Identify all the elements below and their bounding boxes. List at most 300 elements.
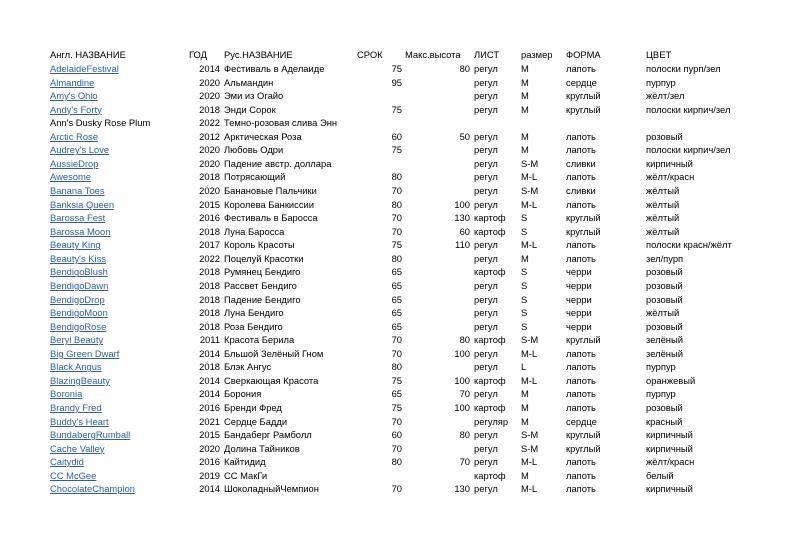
color-cell: полоски кирпич/зел [646, 103, 731, 115]
term-cell: 80 [391, 252, 402, 264]
shape-cell: сердце [566, 415, 597, 427]
term-cell: 60 [391, 130, 402, 142]
variety-link[interactable]: Banana Toes [50, 185, 105, 197]
shape-cell: лапоть [566, 469, 596, 481]
max-height-cell: 80 [459, 334, 470, 346]
russian-name-cell: Фестиваль в Аделаиде [224, 63, 325, 74]
term-cell: 65 [391, 266, 402, 278]
table-row [0, 293, 807, 307]
russian-name-cell: ШоколадныйЧемпион [224, 483, 319, 495]
color-cell: красный [646, 415, 683, 427]
russian-name-cell: Альмандин [224, 76, 274, 88]
table-row [0, 143, 807, 157]
shape-cell: лапоть [566, 171, 596, 183]
color-cell: кирпичный [646, 429, 693, 441]
size-cell: M [521, 103, 529, 115]
size-cell: S [521, 307, 528, 319]
shape-cell: круглый [566, 225, 601, 237]
variety-link[interactable]: Banksia Queen [50, 198, 115, 210]
leaf-cell: регул [474, 293, 498, 305]
size-cell: S [521, 279, 528, 291]
term-cell: 75 [391, 239, 402, 251]
color-cell: кирпичный [646, 442, 693, 454]
russian-name-cell: Любовь Одри [224, 144, 284, 156]
variety-link[interactable]: Caitydid [50, 456, 84, 468]
size-cell: M-L [521, 483, 538, 495]
max-height-cell: 110 [455, 239, 470, 251]
year-cell: 2021 [199, 415, 220, 427]
term-cell: 70 [391, 212, 402, 224]
shape-cell: лапоть [566, 198, 596, 210]
color-cell: жёлтый [646, 212, 680, 224]
year-cell: 2015 [199, 198, 220, 210]
russian-name-cell: Потрясающий [224, 171, 286, 183]
table-row [0, 89, 807, 103]
variety-link[interactable]: BendigoDrop [50, 293, 105, 305]
size-cell: M-L [521, 171, 538, 183]
table-row [0, 238, 807, 252]
leaf-cell: регул [474, 130, 498, 142]
russian-name-cell: Королева Банкиссии [224, 198, 315, 210]
term-cell: 75 [391, 144, 402, 156]
year-cell: 2020 [199, 442, 220, 454]
leaf-cell: картоф [474, 402, 506, 413]
variety-link[interactable]: Awesome [50, 171, 91, 183]
variety-link[interactable]: BlazingBeauty [50, 374, 110, 386]
table-row [0, 401, 807, 415]
russian-name-cell: Роза Бендиго [224, 320, 283, 332]
year-cell: 2016 [199, 212, 220, 224]
term-cell: 70 [391, 347, 402, 359]
size-cell: S [521, 320, 528, 332]
table-row [0, 387, 807, 401]
table-row [0, 116, 807, 130]
color-cell: оранжевый [646, 374, 696, 386]
russian-name-cell: Румянец Бендиго [224, 266, 301, 278]
term-cell: 75 [391, 63, 402, 74]
size-cell: S [521, 212, 528, 224]
color-cell: зел/пурп [646, 252, 684, 264]
max-height-cell: 80 [459, 63, 470, 74]
year-cell: 2022 [199, 252, 220, 264]
leaf-cell: регул [474, 347, 498, 359]
table-row [0, 76, 807, 90]
variety-link[interactable]: Buddy's Heart [50, 415, 109, 427]
max-height-cell: 100 [454, 198, 470, 210]
year-cell: 2015 [199, 429, 220, 441]
shape-cell: черри [566, 320, 592, 332]
variety-link[interactable]: BendigoRose [50, 320, 107, 332]
russian-name-cell: Банановые Пальчики [224, 185, 317, 197]
leaf-cell: регул [474, 76, 498, 88]
shape-cell: лапоть [566, 402, 596, 413]
color-cell: розовый [646, 279, 683, 291]
term-cell: 70 [391, 415, 402, 427]
shape-cell: черри [566, 266, 592, 278]
leaf-cell: регул [474, 388, 498, 400]
shape-cell: черри [566, 279, 592, 291]
shape-cell: черри [566, 293, 592, 305]
size-cell: M [521, 63, 529, 74]
color-cell: пурпур [646, 388, 676, 400]
shape-cell: лапоть [566, 252, 596, 264]
term-cell: 80 [391, 198, 402, 210]
variety-link[interactable]: Brandy Fred [50, 402, 102, 413]
color-cell: зелёный [646, 347, 683, 359]
max-height-cell: 100 [454, 402, 470, 413]
size-cell: M-L [521, 347, 538, 359]
color-cell: полоски пурп/зел [646, 63, 721, 74]
term-cell: 75 [391, 103, 402, 115]
color-cell: белый [646, 469, 674, 481]
leaf-cell: регул [474, 320, 498, 332]
table-row [0, 469, 807, 483]
size-cell: M [521, 252, 529, 264]
size-cell: M-L [521, 239, 538, 251]
leaf-cell: регул [474, 63, 498, 74]
max-height-cell: 100 [454, 374, 470, 386]
shape-cell: лапоть [566, 347, 596, 359]
variety-link[interactable]: Barossa Fest [50, 212, 106, 224]
header-year: ГОД [189, 49, 207, 60]
variety-link[interactable]: Almandine [50, 76, 95, 88]
max-height-cell: 50 [459, 130, 470, 142]
table-row [0, 306, 807, 320]
variety-link[interactable]: AussieDrop [50, 157, 99, 169]
year-cell: 2018 [199, 361, 220, 373]
table-row [0, 225, 807, 239]
year-cell: 2020 [199, 144, 220, 156]
year-cell: 2017 [199, 239, 220, 251]
term-cell: 60 [391, 429, 402, 441]
table-row [0, 265, 807, 279]
term-cell: 70 [391, 334, 402, 346]
leaf-cell: регул [474, 361, 498, 373]
variety-link[interactable]: Barossa Moon [50, 225, 111, 237]
color-cell: зелёный [646, 334, 683, 346]
leaf-cell: регул [474, 483, 498, 495]
russian-name-cell: Долина Тайников [224, 442, 300, 454]
variety-name: Ann's Dusky Rose Plum [50, 117, 151, 129]
year-cell: 2020 [199, 76, 220, 88]
russian-name-cell: Кайтидид [224, 456, 266, 468]
term-cell: 75 [391, 374, 402, 386]
shape-cell: лапоть [566, 374, 596, 386]
table-row [0, 62, 807, 76]
leaf-cell: картоф [474, 212, 506, 224]
shape-cell: круглый [566, 212, 601, 224]
year-cell: 2018 [199, 320, 220, 332]
russian-name-cell: Падение Бендиго [224, 293, 301, 305]
leaf-cell: регул [474, 456, 498, 468]
leaf-cell: картоф [474, 266, 506, 278]
size-cell: M [521, 130, 529, 142]
year-cell: 2016 [199, 402, 220, 413]
table-row [0, 252, 807, 266]
shape-cell: лапоть [566, 239, 596, 251]
size-cell: S [521, 266, 528, 278]
header-max-height: Макс.высота [405, 49, 461, 60]
russian-name-cell: Эми из Огайо [224, 90, 284, 102]
russian-name-cell: Красота Берила [224, 334, 295, 346]
year-cell: 2014 [199, 347, 220, 359]
color-cell: жёлт/красн [646, 171, 695, 183]
max-height-cell: 130 [454, 212, 470, 224]
russian-name-cell: Блэк Ангус [224, 361, 272, 373]
table-row [0, 130, 807, 144]
year-cell: 2018 [199, 103, 220, 115]
leaf-cell: регул [474, 442, 498, 454]
leaf-cell: регул [474, 279, 498, 291]
header-color: ЦВЕТ [646, 49, 672, 60]
shape-cell: круглый [566, 90, 601, 102]
table-row [0, 482, 807, 496]
size-cell: M-L [521, 456, 538, 468]
russian-name-cell: Падение австр. доллара [224, 157, 332, 169]
variety-link[interactable]: Black Angus [50, 361, 102, 373]
term-cell: 95 [391, 76, 402, 88]
leaf-cell: регул [474, 90, 498, 102]
leaf-cell: регул [474, 252, 498, 264]
leaf-cell: регул [474, 171, 498, 183]
term-cell: 70 [391, 185, 402, 197]
table-row [0, 442, 807, 456]
size-cell: S-M [521, 334, 539, 346]
size-cell: M-L [521, 198, 538, 210]
year-cell: 2011 [199, 334, 220, 346]
leaf-cell: картоф [474, 334, 506, 346]
term-cell: 80 [391, 361, 402, 373]
leaf-cell: регул [474, 198, 498, 210]
year-cell: 2014 [199, 388, 220, 400]
table-row [0, 211, 807, 225]
color-cell: розовый [646, 402, 683, 413]
table-row [0, 333, 807, 347]
shape-cell: лапоть [566, 456, 596, 468]
variety-link[interactable]: Andy's Forty [50, 103, 102, 115]
table-row [0, 360, 807, 374]
size-cell: S-M [521, 442, 539, 454]
table-row [0, 415, 807, 429]
year-cell: 2022 [199, 117, 220, 129]
variety-link[interactable]: ChocolateChampion [50, 483, 135, 495]
size-cell: M [521, 415, 529, 427]
shape-cell: лапоть [566, 483, 596, 495]
year-cell: 2018 [199, 225, 220, 237]
shape-cell: лапоть [566, 63, 596, 74]
header-size: размер [521, 49, 553, 60]
color-cell: жёлт/зел [646, 90, 685, 102]
shape-cell: сердце [566, 76, 597, 88]
leaf-cell: регул [474, 144, 498, 156]
table-row [0, 428, 807, 442]
table-row [0, 170, 807, 184]
color-cell: розовый [646, 266, 683, 278]
year-cell: 2020 [199, 90, 220, 102]
shape-cell: круглый [566, 103, 601, 115]
variety-link[interactable]: Boronia [50, 388, 83, 400]
table-row [0, 374, 807, 388]
table-row [0, 347, 807, 361]
table-row [0, 103, 807, 117]
color-cell: кирпичный [646, 157, 693, 169]
size-cell: M [521, 388, 529, 400]
term-cell: 80 [391, 171, 402, 183]
table-row [0, 455, 807, 469]
russian-name-cell: Борония [224, 388, 262, 400]
shape-cell: лапоть [566, 361, 596, 373]
size-cell: S-M [521, 157, 539, 169]
table-row [0, 184, 807, 198]
size-cell: M-L [521, 374, 538, 386]
russian-name-cell: Луна Бендиго [224, 307, 284, 319]
variety-link[interactable]: BendigoDawn [50, 279, 109, 291]
max-height-cell: 80 [459, 429, 470, 441]
term-cell: 65 [391, 293, 402, 305]
russian-name-cell: Рассвет Бендиго [224, 279, 297, 291]
variety-link[interactable]: Beauty King [50, 239, 101, 251]
variety-link[interactable]: Beryl Beauty [50, 334, 104, 346]
shape-cell: круглый [566, 429, 601, 441]
year-cell: 2020 [199, 185, 220, 197]
size-cell: M [521, 90, 529, 102]
header-term: СРОК [357, 49, 383, 60]
shape-cell: лапоть [566, 130, 596, 142]
shape-cell: сливки [566, 157, 596, 169]
russian-name-cell: Фестиваль в Баросса [224, 212, 318, 224]
size-cell: M [521, 144, 529, 156]
size-cell: S-M [521, 429, 539, 441]
size-cell: L [521, 361, 527, 373]
variety-link[interactable]: AdelaideFestival [50, 63, 119, 74]
shape-cell: круглый [566, 442, 601, 454]
variety-link[interactable]: BendigoBlush [50, 266, 108, 278]
term-cell: 70 [391, 442, 402, 454]
max-height-cell: 100 [454, 347, 470, 359]
russian-name-cell: Сердце Бадди [224, 415, 288, 427]
russian-name-cell: Луна Баросса [224, 225, 285, 237]
term-cell: 75 [391, 402, 402, 413]
leaf-cell: регул [474, 185, 498, 197]
year-cell: 2012 [199, 130, 220, 142]
color-cell: жёлтый [646, 307, 680, 319]
shape-cell: лапоть [566, 144, 596, 156]
year-cell: 2020 [199, 157, 220, 169]
shape-cell: черри [566, 307, 592, 319]
leaf-cell: регул [474, 307, 498, 319]
year-cell: 2018 [199, 307, 220, 319]
term-cell: 65 [391, 320, 402, 332]
russian-name-cell: Король Красоты [224, 239, 295, 251]
russian-name-cell: Арктическая Роза [224, 130, 302, 142]
shape-cell: круглый [566, 334, 601, 346]
russian-name-cell: Темно-розовая слива Энн [224, 117, 338, 129]
variety-link[interactable]: Arctic Rose [50, 130, 98, 142]
year-cell: 2018 [199, 171, 220, 183]
color-cell: розовый [646, 130, 683, 142]
leaf-cell: картоф [474, 225, 506, 237]
leaf-cell: регул [474, 239, 498, 251]
leaf-cell: регуляр [474, 415, 509, 427]
variety-link[interactable]: CC McGee [50, 469, 97, 481]
color-cell: пурпур [646, 76, 676, 88]
russian-name-cell: Бренди Фред [224, 402, 282, 413]
color-cell: розовый [646, 320, 683, 332]
variety-link[interactable]: BendigoMoon [50, 307, 108, 319]
variety-link[interactable]: Big Green Dwarf [50, 347, 120, 359]
leaf-cell: картоф [474, 374, 506, 386]
russian-name-cell: Поцелуй Красотки [224, 252, 304, 264]
year-cell: 2014 [199, 483, 220, 495]
year-cell: 2019 [199, 469, 220, 481]
term-cell: 70 [391, 225, 402, 237]
variety-link[interactable]: Amy's Ohio [50, 90, 98, 102]
color-cell: жёлтый [646, 198, 680, 210]
leaf-cell: регул [474, 429, 498, 441]
year-cell: 2018 [199, 279, 220, 291]
shape-cell: сливки [566, 185, 596, 197]
size-cell: M [521, 469, 529, 481]
color-cell: полоски кирпич/зел [646, 144, 731, 156]
variety-link[interactable]: Cache Valley [50, 442, 105, 454]
header-row [0, 48, 807, 62]
header-rus-name: Рус.НАЗВАНИЕ [224, 49, 293, 60]
russian-name-cell: Бльшой Зелёный Гном [224, 347, 324, 359]
color-cell: жёлт/красн [646, 456, 695, 468]
russian-name-cell: CC МакГи [224, 469, 268, 481]
header-leaf: ЛИСТ [474, 49, 500, 60]
year-cell: 2014 [199, 374, 220, 386]
header-shape: ФОРМА [566, 49, 601, 60]
max-height-cell: 70 [459, 456, 470, 468]
year-cell: 2018 [199, 266, 220, 278]
max-height-cell: 70 [459, 388, 470, 400]
variety-link[interactable]: Beauty's Kiss [50, 252, 106, 264]
leaf-cell: регул [474, 103, 498, 115]
color-cell: пурпур [646, 361, 676, 373]
leaf-cell: картоф [474, 469, 506, 481]
term-cell: 65 [391, 307, 402, 319]
color-cell: жёлтый [646, 225, 680, 237]
header-eng-name: Англ. НАЗВАНИЕ [50, 49, 126, 60]
table-row [0, 198, 807, 212]
year-cell: 2018 [199, 293, 220, 305]
size-cell: M [521, 76, 529, 88]
variety-link[interactable]: Audrey's Love [50, 144, 110, 156]
russian-name-cell: Энди Сорок [224, 103, 276, 115]
color-cell: розовый [646, 293, 683, 305]
size-cell: M [521, 402, 529, 413]
term-cell: 70 [391, 483, 402, 495]
shape-cell: лапоть [566, 388, 596, 400]
color-cell: полоски красн/жёлт [646, 239, 732, 251]
size-cell: S-M [521, 185, 539, 197]
variety-link[interactable]: BundabergRumball [50, 429, 131, 441]
max-height-cell: 130 [454, 483, 470, 495]
table-row [0, 279, 807, 293]
term-cell: 65 [391, 279, 402, 291]
leaf-cell: регул [474, 157, 498, 169]
size-cell: S [521, 225, 528, 237]
size-cell: S [521, 293, 528, 305]
russian-name-cell: Бандаберг Рамболл [224, 429, 312, 441]
color-cell: кирпичный [646, 483, 693, 495]
russian-name-cell: Сверкающая Красота [224, 374, 319, 386]
year-cell: 2014 [199, 63, 220, 74]
year-cell: 2016 [199, 456, 220, 468]
table-row [0, 320, 807, 334]
color-cell: жёлтый [646, 185, 680, 197]
